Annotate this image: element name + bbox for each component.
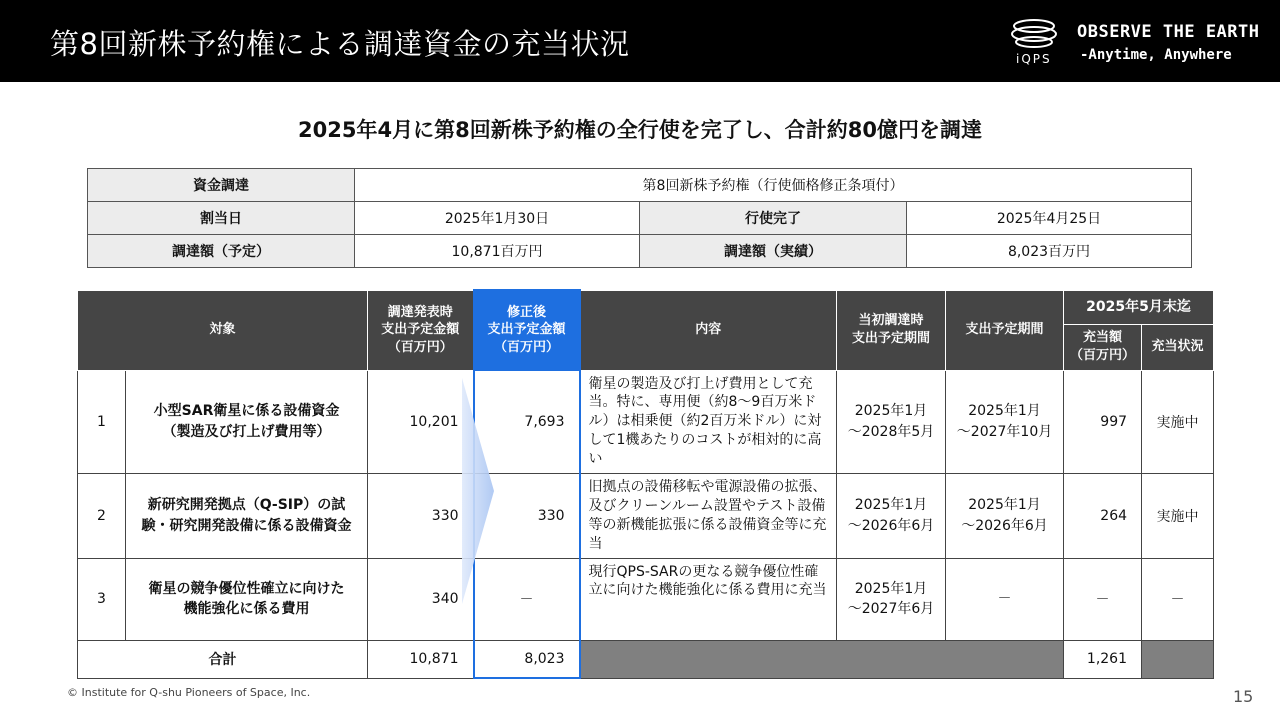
total-label: 合計 bbox=[78, 640, 368, 678]
row-status: 実施中 bbox=[1142, 370, 1214, 473]
row-target bbox=[126, 558, 368, 640]
col-initial-period bbox=[837, 290, 946, 370]
col-revised-line3: （百万円） bbox=[494, 339, 560, 355]
exercise-label: 行使完了 bbox=[640, 202, 907, 235]
row-target-line1: 新研究開発拠点（Q-SIP）の試 bbox=[147, 497, 346, 514]
col-announced bbox=[368, 290, 474, 370]
table-row bbox=[78, 558, 1214, 640]
row-period-line1: 2025年1月 bbox=[968, 403, 1041, 420]
total-announced: 10,871 bbox=[368, 640, 474, 678]
row-announced: 10,201 bbox=[368, 370, 474, 473]
row-initial-period bbox=[837, 473, 946, 558]
funding-label: 資金調達 bbox=[88, 169, 355, 202]
summary-row bbox=[88, 235, 1192, 268]
page-number: 15 bbox=[1233, 687, 1254, 706]
row-period-line1: 2025年1月 bbox=[968, 497, 1041, 514]
summary-table bbox=[87, 168, 1192, 268]
row-content: 衛星の製造及び打上げ費用として充当。特に、専用便（約8～9百万米ドル）は相乗便（約2百万米ドル）に対して1機あたりのコストが相対的に高い bbox=[580, 370, 837, 473]
col-allocated-line1: 充当額 bbox=[1083, 330, 1123, 346]
row-initial-line2: ～2027年6月 bbox=[847, 601, 935, 618]
row-revised: 7,693 bbox=[474, 370, 580, 473]
row-content: 旧拠点の設備移転や電源設備の拡張、及びクリーンルーム設置やテスト設備等の新機能拡張に係る設備資金等に充当 bbox=[580, 473, 837, 558]
allocation-table bbox=[77, 289, 1214, 679]
row-target-line1: 小型SAR衛星に係る設備資金 bbox=[153, 403, 340, 420]
col-asof: 2025年5月末迄 bbox=[1064, 290, 1214, 324]
row-allocated: 264 bbox=[1064, 473, 1142, 558]
satellite-orbit-icon bbox=[1006, 14, 1062, 52]
row-allocated: 997 bbox=[1064, 370, 1142, 473]
table-row bbox=[78, 370, 1214, 473]
row-target-line1: 衛星の競争優位性確立に向けた bbox=[148, 580, 345, 597]
tagline-sub: -Anytime, Anywhere bbox=[1080, 47, 1232, 63]
col-allocated-line2: （百万円） bbox=[1070, 348, 1136, 363]
exercise-value: 2025年4月25日 bbox=[907, 202, 1192, 235]
col-revised-line1: 修正後 bbox=[507, 304, 547, 320]
row-planned-period bbox=[946, 370, 1064, 473]
row-target-line2: 機能強化に係る費用 bbox=[183, 601, 310, 618]
header-bar bbox=[0, 0, 1280, 82]
summary-row bbox=[88, 169, 1192, 202]
row-content: 現行QPS-SARの更なる競争優位性確立に向けた機能強化に係る費用に充当 bbox=[580, 558, 837, 640]
funding-value: 第8回新株予約権（行使価格修正条項付） bbox=[355, 169, 1192, 202]
row-announced: 340 bbox=[368, 558, 474, 640]
row-status: － bbox=[1142, 558, 1214, 640]
total-empty-cell bbox=[580, 640, 1064, 678]
row-period-line2: ～2026年6月 bbox=[961, 517, 1048, 534]
logo-text: iQPS bbox=[1016, 52, 1052, 66]
iqps-logo bbox=[1006, 14, 1062, 70]
row-number: 1 bbox=[78, 370, 126, 473]
allot-date-label: 割当日 bbox=[88, 202, 355, 235]
col-status: 充当状況 bbox=[1142, 324, 1214, 370]
row-period-line1: － bbox=[997, 590, 1012, 607]
col-revised-line2: 支出予定金額 bbox=[487, 322, 566, 338]
row-initial-line2: ～2028年5月 bbox=[847, 423, 935, 440]
col-revised bbox=[474, 290, 580, 370]
row-target-line2: 験・研究開発設備に係る設備資金 bbox=[141, 517, 352, 534]
total-allocated: 1,261 bbox=[1064, 640, 1142, 678]
actual-amount-value: 8,023百万円 bbox=[907, 235, 1192, 268]
row-revised: － bbox=[474, 558, 580, 640]
row-planned-period bbox=[946, 473, 1064, 558]
col-allocated bbox=[1064, 324, 1142, 370]
col-content: 内容 bbox=[580, 290, 837, 370]
row-number: 3 bbox=[78, 558, 126, 640]
arrow-right-icon bbox=[462, 378, 494, 604]
tagline-main: OBSERVE THE EARTH bbox=[1077, 22, 1260, 42]
summary-row bbox=[88, 202, 1192, 235]
col-target: 対象 bbox=[78, 290, 368, 370]
row-announced: 330 bbox=[368, 473, 474, 558]
total-row bbox=[78, 640, 1214, 678]
row-status: 実施中 bbox=[1142, 473, 1214, 558]
copyright: © Institute for Q-shu Pioneers of Space, Inc. bbox=[67, 686, 311, 699]
col-initial-line2: 支出予定期間 bbox=[852, 331, 931, 346]
row-number: 2 bbox=[78, 473, 126, 558]
total-revised: 8,023 bbox=[474, 640, 580, 678]
col-initial-line1: 当初調達時 bbox=[858, 313, 924, 329]
planned-amount-label: 調達額（予定） bbox=[88, 235, 355, 268]
row-initial-line1: 2025年1月 bbox=[854, 403, 928, 420]
row-initial-line1: 2025年1月 bbox=[854, 497, 928, 514]
row-initial-line1: 2025年1月 bbox=[854, 580, 928, 597]
page-title: 第8回新株予約権による調達資金の充当状況 bbox=[50, 27, 630, 61]
row-initial-period bbox=[837, 370, 946, 473]
actual-amount-label: 調達額（実績） bbox=[640, 235, 907, 268]
row-planned-period bbox=[946, 558, 1064, 640]
col-announced-line2: 支出予定金額 bbox=[381, 322, 460, 338]
col-planned-period: 支出予定期間 bbox=[946, 290, 1064, 370]
row-target bbox=[126, 370, 368, 473]
row-allocated: － bbox=[1064, 558, 1142, 640]
headline: 2025年4月に第8回新株予約権の全行使を完了し、合計約80億円を調達 bbox=[298, 118, 982, 142]
header-row bbox=[78, 290, 1214, 324]
row-revised: 330 bbox=[474, 473, 580, 558]
row-target-line2: （製造及び打上げ費用等） bbox=[162, 423, 331, 440]
col-announced-line3: （百万円） bbox=[387, 339, 453, 355]
allot-date-value: 2025年1月30日 bbox=[355, 202, 640, 235]
total-status-empty bbox=[1142, 640, 1214, 678]
table-row bbox=[78, 473, 1214, 558]
row-target bbox=[126, 473, 368, 558]
row-period-line2: ～2027年10月 bbox=[956, 423, 1053, 440]
row-initial-period bbox=[837, 558, 946, 640]
col-announced-line1: 調達発表時 bbox=[387, 304, 453, 320]
row-initial-line2: ～2026年6月 bbox=[847, 517, 935, 534]
planned-amount-value: 10,871百万円 bbox=[355, 235, 640, 268]
